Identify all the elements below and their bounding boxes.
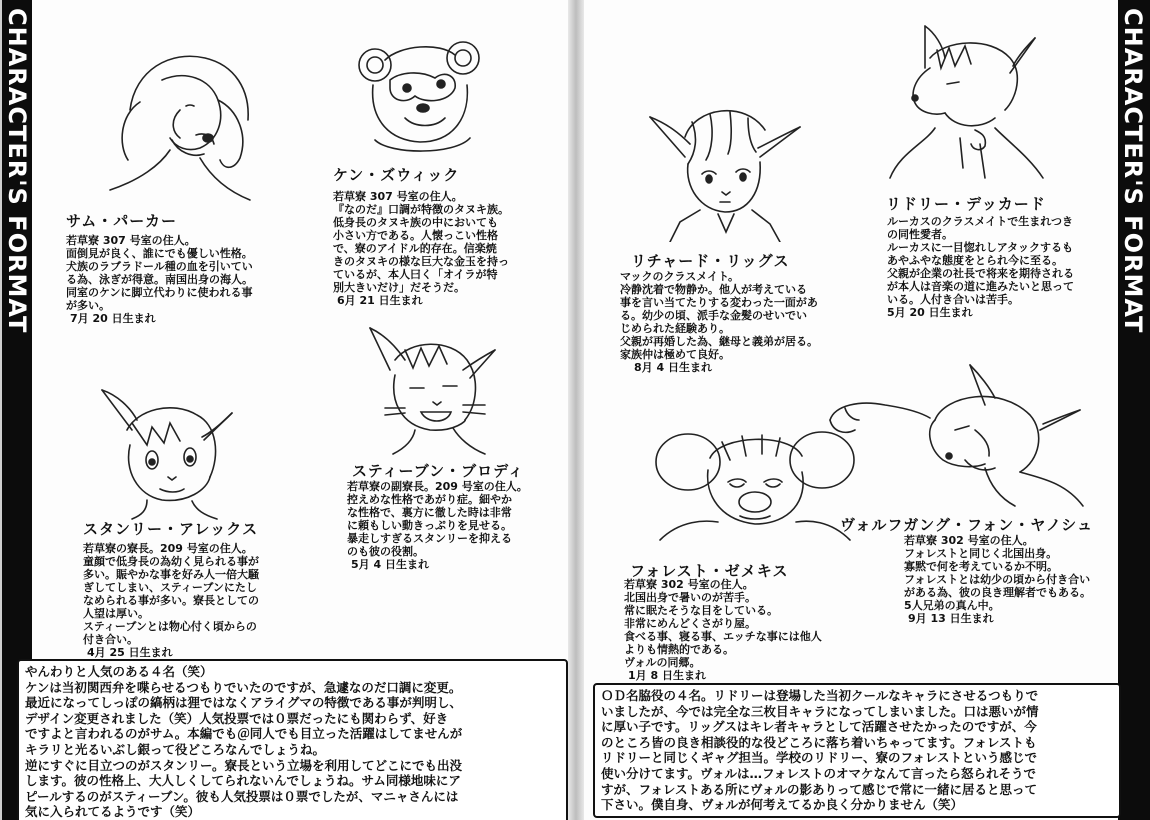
richard-line: マックのクラスメイト。 (620, 270, 740, 283)
steven-line: な性格で、裏方に徹した時は非常 (347, 506, 512, 519)
ridley-line: ルーカスに一目惚れしアタックするも (887, 241, 1074, 254)
sam-line: 同室のケンに脚立代わりに使われる事 (66, 286, 253, 299)
wolfgang-line: フォレストと同じく北国出身。 (904, 547, 1058, 560)
ridley-birthday: 5月 20 日生まれ (887, 306, 973, 319)
wolfgang-description (904, 534, 1091, 625)
stanley-line: 人望は厚い。 (83, 607, 149, 620)
book-gutter (568, 0, 584, 820)
forest-line: ヴォルの同郷。 (624, 656, 701, 669)
richard-line: 父親が再婚した為、継母と義弟が居る。 (620, 335, 818, 348)
left-commentary-box (17, 659, 568, 820)
sam-illustration (100, 40, 270, 210)
banner-title-right: CHARACTER'S FORMAT (1119, 8, 1147, 334)
sam-description (66, 234, 253, 325)
ken-line: 若草寮 307 号室の住人。 (333, 190, 463, 203)
commentary-line: 下さい。僕自身、ヴォルが何考えてるか良く分かりません（笑） (601, 797, 964, 813)
richard-name: リチャード・リッグス (631, 252, 790, 270)
commentary-line: 最近になってしっぽの縞柄は狸ではなくアライグマの特徴である事が判明し、 (25, 695, 462, 711)
ken-description (333, 190, 509, 307)
commentary-line: ピールするのがスティーブン。彼も人気投票は０票でしたが、マニャさんには (25, 788, 459, 804)
wolfgang-line: がある為、彼の良き理解者でもある。 (904, 586, 1091, 599)
commentary-line: デザイン変更されました（笑）人気投票では０票だったにも関わらず、好き (25, 710, 449, 726)
commentary-line: 逆にすぐに目立つのがスタンリー。寮長という立場を利用してどこにでも出没 (25, 757, 463, 773)
ken-line: きのタヌキの様な巨大な金玉を持っ (333, 255, 509, 268)
ken-line: 別大きいだけ」だそうだ。 (333, 281, 465, 294)
ken-line: 小さい方である。人懐っこい性格 (333, 229, 498, 242)
forest-line: 食べる事、寝る事、エッチな事には他人 (624, 630, 822, 643)
ken-birthday: 6月 21 日生まれ (337, 294, 423, 307)
richard-line: 冷静沈着で物静か。他人が考えている (620, 283, 807, 296)
forest-line: 若草寮 302 号室の住人。 (624, 578, 754, 591)
ridley-line: の同性愛者。 (887, 228, 953, 241)
richard-description (620, 270, 818, 374)
sam-line: 犬族のラブラドール種の血を引いてい (66, 260, 253, 273)
sam-line: 面倒見が良く、誰にでも優しい性格。 (66, 247, 253, 260)
steven-line: 暴走しすぎるスタンリーを抑える (347, 532, 512, 545)
stanley-birthday: 4月 25 日生まれ (87, 646, 173, 659)
commentary-line: に厚い子です。リッグスはキレ者キャラとして活躍させたかったのですが、今 (601, 719, 1037, 735)
richard-line: 事を言い当てたりする変わった一面があ (620, 296, 818, 309)
sam-name: サム・パーカー (66, 212, 177, 230)
commentary-line: やんわりと人気のある４名（笑） (25, 664, 213, 679)
wolfgang-illustration (825, 360, 1090, 510)
stanley-illustration (92, 385, 242, 520)
forest-line: 常に眠たそうな目をしている。 (624, 604, 778, 617)
commentary-line: 使い分けてます。ヴォルは…フォレストのオマケなんて言ったら怒られそうで (601, 765, 1037, 781)
steven-line: 若草寮の副寮長。209 号室の住人。 (347, 480, 528, 493)
sam-line: る為、泳ぎが得意。南国出身の海人。 (66, 273, 253, 286)
forest-birthday: 1月 8 日生まれ (628, 669, 706, 682)
forest-line: 非常にめんどくさがり屋。 (624, 617, 756, 630)
ken-illustration (345, 30, 495, 165)
ridley-name: リドリー・デッカード (886, 195, 1046, 213)
ridley-illustration (885, 18, 1055, 188)
steven-illustration (355, 320, 505, 455)
wolfgang-birthday: 9月 13 日生まれ (908, 612, 994, 625)
richard-line: じめられた経験あり。 (620, 322, 730, 335)
sam-line: が多い。 (66, 299, 110, 312)
banner-title-left: CHARACTER'S FORMAT (3, 8, 31, 334)
ken-line: 低身長のタヌキ族の中においても (333, 216, 498, 229)
richard-line: 家族仲は極めて良好。 (620, 348, 730, 361)
ken-line: ているが、本人曰く「オイラが特 (333, 268, 498, 281)
wolfgang-name: ヴォルフガング・フォン・ヤノシュ (840, 516, 1094, 534)
commentary-line: ですよと言われるのがサム。本編でも＠同人でも目立った活躍はしてませんが (25, 726, 463, 742)
wolfgang-line: 若草寮 302 号室の住人。 (904, 534, 1034, 547)
ken-line: 『なのだ』口調が特徴のタヌキ族。 (333, 203, 509, 216)
ridley-line: あやふやな態度をとられ今に至る。 (887, 254, 1063, 267)
ridley-line: 父親が企業の社長で将来を期待される (887, 267, 1074, 280)
forest-line: よりも情熱的である。 (624, 643, 734, 656)
commentary-line: リドリーと同じくギャグ担当。学校のリドリー、寮のフォレストという感じで (601, 750, 1038, 766)
commentary-line: キラリと光るいぶし銀って役どころなんでしょうね。 (25, 741, 326, 757)
right-commentary-box (593, 683, 1121, 818)
ken-line: で、寮のアイドル的存在。信楽焼 (333, 242, 497, 255)
ridley-line: ルーカスのクラスメイトで生まれつき (887, 215, 1074, 228)
ken-name: ケン・ズウィック (333, 166, 460, 184)
forest-name: フォレスト・ゼメキス (630, 562, 789, 580)
richard-birthday: 8月 4 日生まれ (634, 361, 712, 374)
commentary-line: ケンは当初関西弁を喋らせるつもりでいたのですが、急遽なのだ口調に変更。 (25, 679, 462, 695)
steven-name: スティーブン・ブロディ (352, 462, 524, 480)
sam-line: 若草寮 307 号室の住人。 (66, 234, 196, 247)
wolfgang-line: 寡黙で何を考えているか不明。 (904, 560, 1058, 573)
commentary-line: いましたが、今では完全な三枚目キャラになってしまいました。口は悪いが情 (601, 703, 1039, 719)
steven-line: 控えめな性格であがり症。細やか (347, 493, 512, 506)
ridley-line: が本人は音楽の道に進みたいと思って (887, 280, 1074, 293)
ridley-description (887, 215, 1074, 319)
commentary-line: すが、フォレストある所にヴォルの影ありって感じで常に一緒に居ると思って (601, 781, 1038, 797)
richard-illustration (640, 92, 805, 242)
forest-description (624, 578, 822, 682)
stanley-line: ぎしてしまい、スティーブンにたし (83, 581, 257, 594)
forest-line: 北国出身で暑いのが苦手。 (624, 591, 756, 604)
wolfgang-line: フォレストとは幼少の頃から付き合い (904, 573, 1091, 586)
stanley-name: スタンリー・アレックス (83, 520, 259, 538)
stanley-line: 童顔で低身長の為幼く見られる事が (83, 555, 259, 568)
commentary-line: のところ皆の良き相談役的な役どころに落ち着いちゃってます。フォレストも (601, 734, 1037, 750)
steven-line: に頼もしい動きっぷりを見せる。 (347, 519, 512, 532)
stanley-line: スティーブンとは物心付く頃からの (83, 620, 257, 633)
steven-birthday: 5月 4 日生まれ (351, 558, 429, 571)
stanley-description (83, 542, 259, 659)
right-side-banner (1118, 0, 1150, 820)
stanley-line: 多い。賑やかな事を好み人一倍大騒 (83, 568, 259, 581)
ridley-line: いる。人付き合いは苦手。 (887, 293, 1019, 306)
stanley-line: 付き合い。 (83, 633, 138, 646)
steven-description (347, 480, 528, 571)
commentary-line: ＯＤ名脇役の４名。リドリーは登場した当初クールなキャラにさせるつもりで (601, 688, 1039, 703)
wolfgang-line: 5人兄弟の真ん中。 (904, 599, 1000, 612)
sam-birthday: 7月 20 日生まれ (70, 312, 156, 325)
stanley-line: 若草寮の寮長。209 号室の住人。 (83, 542, 253, 555)
richard-line: る。幼少の頃、派手な金髪のせいでい (620, 309, 807, 322)
steven-line: のも彼の役割。 (347, 545, 424, 558)
commentary-line: 気に入られてるようです（笑） (25, 804, 201, 820)
commentary-line: します。彼の性格上、大人しくしてられないんでしょうね。サム同様地味にア (25, 773, 461, 789)
stanley-line: なめられる事が多い。寮長としての (83, 594, 259, 607)
